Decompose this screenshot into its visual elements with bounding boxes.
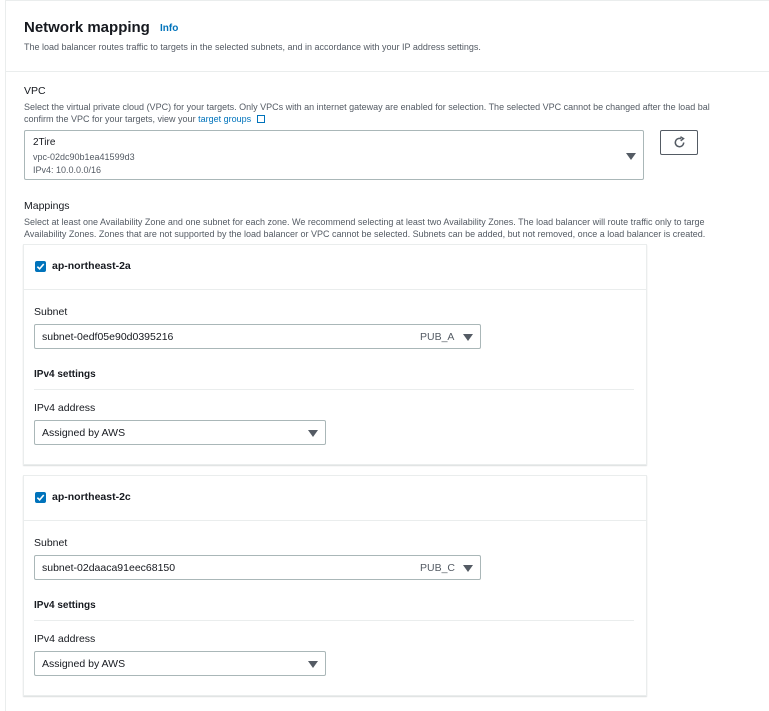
subnet-value: subnet-02daaca91eec68150 [42, 562, 176, 574]
vpc-help-line2 [24, 113, 265, 125]
zone-card-ap-northeast-2c [23, 475, 647, 696]
zone-card-ap-northeast-2a [23, 244, 647, 465]
subnet-tag: PUB_A [420, 331, 455, 343]
ipv4-address-select[interactable] [34, 651, 326, 676]
refresh-vpc-button[interactable] [660, 130, 698, 155]
section-header [6, 1, 769, 72]
zone-checkbox[interactable] [35, 492, 46, 503]
zone-header [24, 476, 646, 521]
ipv4-settings-heading: IPv4 settings [34, 369, 96, 380]
mappings-label: Mappings [24, 200, 70, 212]
check-icon [36, 262, 45, 271]
external-link-icon[interactable] [257, 115, 265, 123]
subnet-label: Subnet [34, 306, 68, 318]
network-mapping-panel [5, 0, 769, 711]
section-description: The load balancer routes traffic to targets in the selected subnets, and in accordance with your IP address settings. [24, 42, 481, 52]
zone-checkbox[interactable] [35, 261, 46, 272]
title-text: Network mapping [24, 19, 150, 36]
info-link[interactable]: Info [160, 23, 179, 34]
caret-down-icon [463, 565, 473, 572]
check-icon [36, 493, 45, 502]
subnet-select[interactable] [34, 324, 481, 349]
ipv4-address-label: IPv4 address [34, 402, 96, 414]
zone-header [24, 245, 646, 290]
subnet-tag: PUB_C [420, 562, 456, 574]
vpc-help-line2-text: confirm the VPC for your targets, view your [24, 114, 196, 124]
ipv4-settings-heading: IPv4 settings [34, 600, 96, 611]
zone-name: ap-northeast-2c [52, 491, 131, 503]
divider [34, 389, 634, 390]
ipv4-address-value: Assigned by AWS [42, 427, 126, 439]
vpc-selected-name: 2Tire [33, 137, 56, 148]
subnet-value: subnet-0edf05e90d0395216 [42, 331, 174, 343]
mappings-help-line1: Select at least one Availability Zone and one subnet for each zone. We recommend selecting at least two Availability Zones. The load balancer will route traffic only to targe [24, 217, 705, 227]
vpc-selected-id: vpc-02dc90b1ea41599d3 [33, 152, 135, 162]
vpc-label: VPC [24, 85, 46, 97]
divider [34, 620, 634, 621]
refresh-icon [673, 136, 686, 149]
vpc-select[interactable] [24, 130, 644, 180]
caret-down-icon [308, 661, 318, 668]
target-groups-link[interactable]: target groups [198, 114, 252, 124]
ipv4-address-value: Assigned by AWS [42, 658, 126, 670]
ipv4-address-label: IPv4 address [34, 633, 96, 645]
zone-name: ap-northeast-2a [52, 260, 131, 272]
caret-down-icon [626, 153, 636, 160]
caret-down-icon [308, 430, 318, 437]
section-title [24, 19, 178, 36]
vpc-help-line1: Select the virtual private cloud (VPC) for your targets. Only VPCs with an internet gateway are enabled for selection. The selected VPC cannot be changed after the load bal [24, 102, 710, 112]
ipv4-address-select[interactable] [34, 420, 326, 445]
subnet-label: Subnet [34, 537, 68, 549]
caret-down-icon [463, 334, 473, 341]
vpc-selected-cidr: IPv4: 10.0.0.0/16 [33, 165, 102, 175]
mappings-help-line2: Availability Zones. Zones that are not supported by the load balancer or VPC cannot be selected. Subnets can be added, but not removed, once a load balancer is created. [24, 229, 706, 239]
subnet-select[interactable] [34, 555, 481, 580]
